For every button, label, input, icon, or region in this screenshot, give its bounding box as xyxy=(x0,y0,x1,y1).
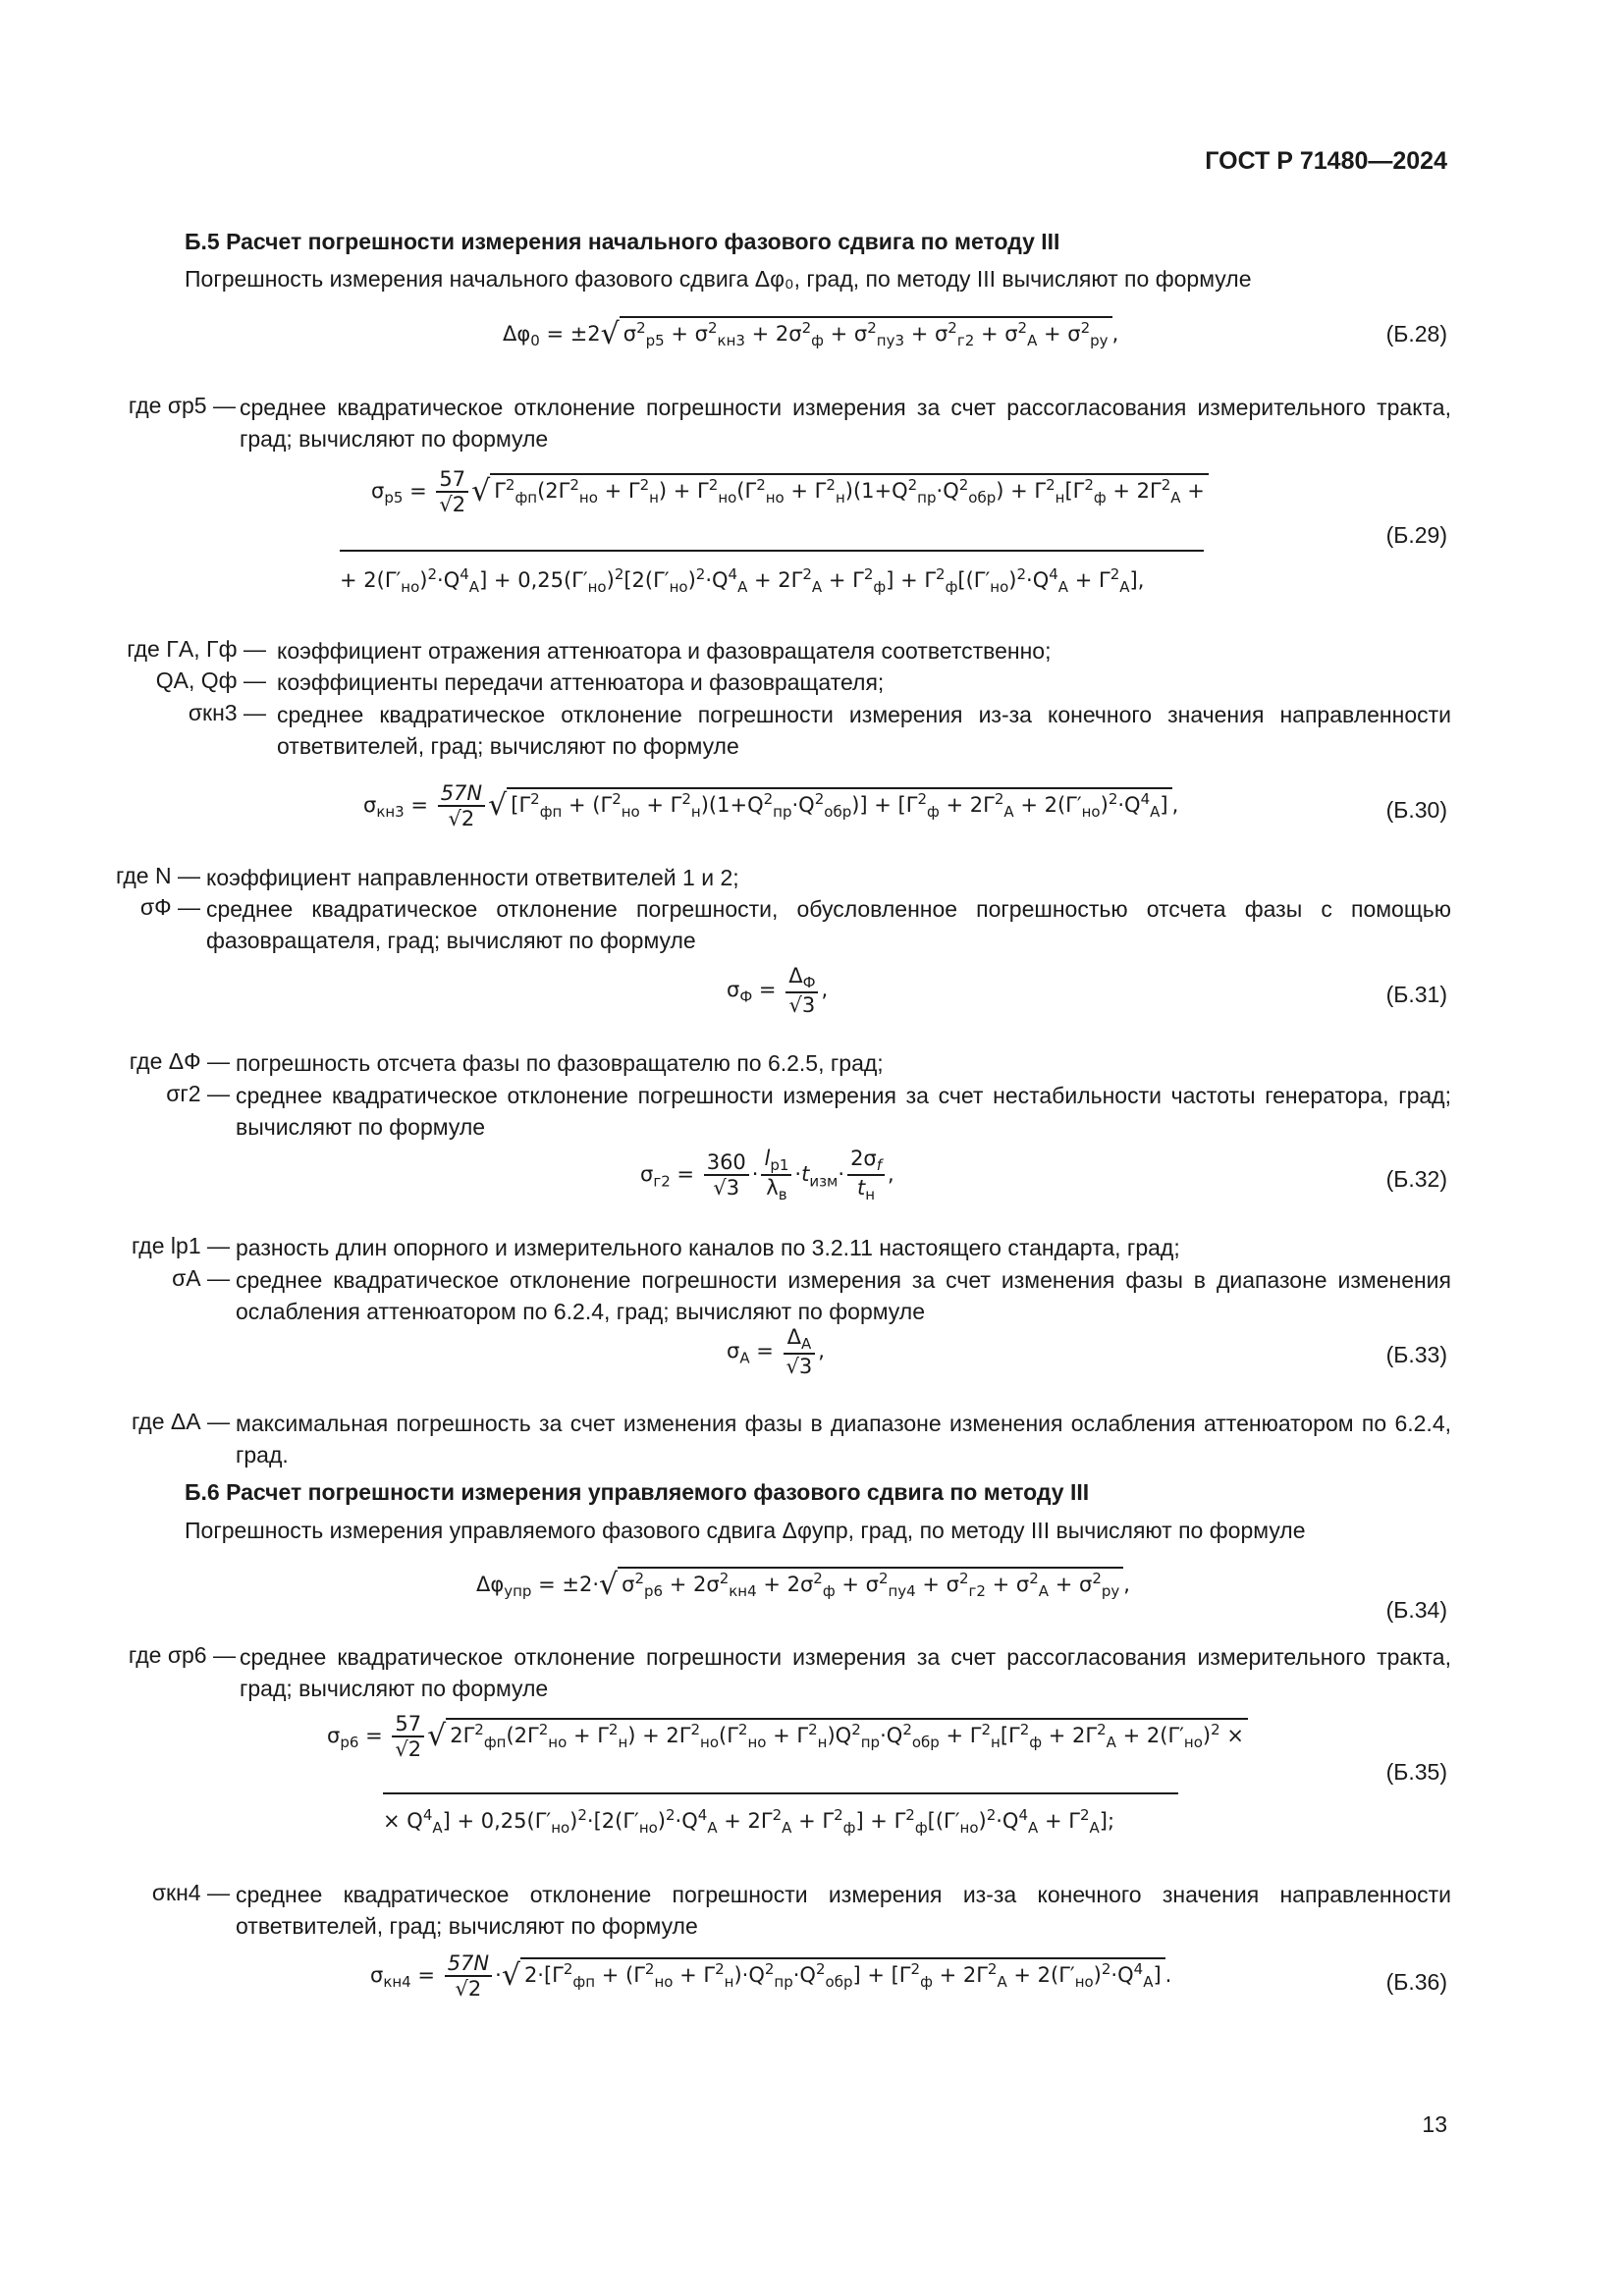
page-number: 13 xyxy=(1422,2111,1447,2137)
def-text-n: коэффициент направленности ответвителей 1 и 2; xyxy=(206,865,739,890)
def-term-q: QА, Qф — xyxy=(155,667,266,693)
def-term-l-p1: где lр1 — xyxy=(131,1233,230,1258)
section-b6-title: Б.6 Расчет погрешности измерения управляемого фазового сдвига по методу III xyxy=(185,1479,1090,1505)
def-term-sigma-phi: σФ — xyxy=(139,894,200,920)
formula-b29-line1: $\sigma_{р5}$ = $\frac{57}{√2}$ √ $\Gamma^2_{фп}(2\Gamma^2_{но} + \Gamma^2_н) + \Gamma^2_{но}(\Gamma^2_{но} + \Gamma^2_н)(1+Q^2_{пр}\cdot Q^2_{обр}) + \Gamma^2_н[\Gamma^2_ф + 2\Gamma^2_А$ + xyxy=(371,467,1209,516)
def-term-sigma-g2: σг2 — xyxy=(166,1081,230,1106)
def-term-delta-a: где ΔА — xyxy=(131,1409,230,1434)
formula-b32: $\sigma_{г2}$ = $\frac{360}{√3}$ · $\frac{l_{р1}}{\lambda_в}$ $\cdot t_{изм}\cdot$ $\frac{2\sigma_f}{t_н}$ , xyxy=(640,1147,894,1204)
equation-number-b33: (Б.33) xyxy=(1385,1342,1447,1367)
def-text-gamma: коэффициент отражения аттенюатора и фазовращателя соответственно; xyxy=(277,638,1052,664)
formula-b33: $\sigma_А$ = $\frac{\Delta_А}{√3}$ , xyxy=(727,1325,825,1379)
section-b5-title: Б.5 Расчет погрешности измерения начального фазового сдвига по методу III xyxy=(185,229,1060,254)
formula-b35-fraction-bar xyxy=(383,1792,1178,1794)
def-text-sigma-a: среднее квадратическое отклонение погрешности измерения за счет изменения фазы в диапазоне изменения ослабления аттенюатором по 6.2.4, град; вычисляют по формуле xyxy=(236,1267,1451,1324)
formula-b31: $\sigma_Ф$ = $\frac{\Delta_Ф}{√3}$ , xyxy=(727,964,829,1018)
def-term-sigma-p5: где σр5 — xyxy=(128,393,236,418)
formula-b34: $\Delta\varphi_{упр} = \pm 2\cdot√$ $\sigma^2_{р6} + 2\sigma^2_{кн4} + 2\sigma^2_ф + \sigma^2_{пу4} + \sigma^2_{г2} + \sigma^2_А + \sigma^2_{ру}$ , xyxy=(476,1568,1130,1602)
def-text-delta-phi: погрешность отсчета фазы по фазовращателю по 6.2.5, град; xyxy=(236,1050,884,1076)
def-text-delta-a: максимальная погрешность за счет изменения фазы в диапазоне изменения ослабления аттенюатором по 6.2.4, град. xyxy=(236,1411,1451,1468)
def-text-sigma-g2: среднее квадратическое отклонение погрешности измерения за счет нестабильности частоты генератора, град; вычисляют по формуле xyxy=(236,1083,1451,1140)
def-text-sigma-p5: среднее квадратическое отклонение погрешности измерения за счет рассогласования измерительного тракта, град; вычисляют по формуле xyxy=(240,395,1451,452)
document-header: ГОСТ Р 71480—2024 xyxy=(1205,147,1447,175)
equation-number-b32: (Б.32) xyxy=(1385,1166,1447,1192)
def-term-n: где N — xyxy=(116,863,200,888)
formula-b36: $\sigma_{кн4}$ = $\frac{57N}{√2}$ ·√ $2\cdot[\Gamma^2_{фп} + (\Gamma^2_{но} + \Gamma^2_н)\cdot Q^2_{пр}\cdot Q^2_{обр}] + [\Gamma^2_ф + 2\Gamma^2_А + 2(\Gamma'_{но})^2\cdot Q^4_А]$ . xyxy=(370,1951,1172,2001)
equation-number-b30: (Б.30) xyxy=(1385,797,1447,823)
def-text-sigma-p6: среднее квадратическое отклонение погрешности измерения за счет рассогласования измерительного тракта, град; вычисляют по формуле xyxy=(240,1644,1451,1701)
def-term-sigma-p6: где σр6 — xyxy=(128,1642,236,1668)
equation-number-b29: (Б.29) xyxy=(1385,522,1447,548)
def-text-sigma-kn3: среднее квадратическое отклонение погрешности измерения из-за конечного значения направленности ответвителей, град; вычисляют по формуле xyxy=(277,702,1451,759)
def-text-sigma-phi: среднее квадратическое отклонение погрешности, обусловленное погрешностью отсчета фазы с помощью фазовращателя, град; вычисляют по формуле xyxy=(206,896,1451,953)
equation-number-b31: (Б.31) xyxy=(1385,982,1447,1007)
equation-number-b35: (Б.35) xyxy=(1385,1759,1447,1785)
section-b5-intro: Погрешность измерения начального фазового сдвига Δφ₀, град, по методу III вычисляют по формуле xyxy=(185,266,1252,292)
formula-b28: $\Delta\varphi_0 = \pm 2√$ $\sigma^2_{р5} + \sigma^2_{кн3} + 2\sigma^2_ф + \sigma^2_{пу3} + \sigma^2_{г2} + \sigma^2_А + \sigma^2_{ру}$ , xyxy=(503,317,1119,351)
equation-number-b36: (Б.36) xyxy=(1385,1969,1447,1995)
def-term-gamma: где ΓА, Γф — xyxy=(127,636,266,662)
equation-number-b34: (Б.34) xyxy=(1385,1597,1447,1623)
equation-number-b28: (Б.28) xyxy=(1385,321,1447,347)
formula-b30: $\sigma_{кн3}$ = $\frac{57N}{√2}$ √ $[\Gamma^2_{фп} + (\Gamma^2_{но} + \Gamma^2_н)(1+Q^2_{пр}\cdot Q^2_{обр})] + [\Gamma^2_ф + 2\Gamma^2_А + 2(\Gamma'_{но})^2\cdot Q^4_А]$ , xyxy=(363,781,1179,830)
def-term-sigma-a: σА — xyxy=(172,1265,230,1291)
def-text-q: коэффициенты передачи аттенюатора и фазовращателя; xyxy=(277,669,885,695)
def-text-l-p1: разность длин опорного и измерительного каналов по 3.2.11 настоящего стандарта, град; xyxy=(236,1235,1180,1260)
def-text-sigma-kn4: среднее квадратическое отклонение погрешности измерения из-за конечного значения направленности ответвителей, град; вычисляют по формуле xyxy=(236,1882,1451,1939)
def-term-sigma-kn4: σкн4 — xyxy=(151,1880,230,1905)
formula-b29-line2: + $2(\Gamma'_{но})^2\cdot Q^4_А] + 0,25(\Gamma'_{но})^2[2(\Gamma'_{но})^2\cdot Q^4_А + 2\Gamma^2_А + \Gamma^2_ф] + \Gamma^2_ф[(\Gamma'_{но})^2\cdot Q^4_А + \Gamma^2_А]$, xyxy=(340,565,1145,597)
formula-b35-line1: $\sigma_{р6}$ = $\frac{57}{√2}$ √ $2\Gamma^2_{фп}(2\Gamma^2_{но} + \Gamma^2_н) + 2\Gamma^2_{но}(\Gamma^2_{но} + \Gamma^2_н)Q^2_{пр}\cdot Q^2_{обр} + \Gamma^2_н[\Gamma^2_ф + 2\Gamma^2_А + 2(\Gamma'_{но})^2$ × xyxy=(327,1712,1248,1761)
formula-b29-fraction-bar xyxy=(340,550,1204,552)
formula-b35-line2: × $Q^4_А] + 0,25(\Gamma'_{но})^2\cdot[2(\Gamma'_{но})^2\cdot Q^4_А + 2\Gamma^2_А + \Gamma^2_ф] + \Gamma^2_ф[(\Gamma'_{но})^2\cdot Q^4_А + \Gamma^2_А]$; xyxy=(383,1806,1115,1838)
def-term-sigma-kn3: σкн3 — xyxy=(188,700,266,725)
section-b6-intro: Погрешность измерения управляемого фазового сдвига Δφупр, град, по методу III вычисляют по формуле xyxy=(185,1518,1306,1543)
def-term-delta-phi: где ΔФ — xyxy=(129,1048,230,1074)
